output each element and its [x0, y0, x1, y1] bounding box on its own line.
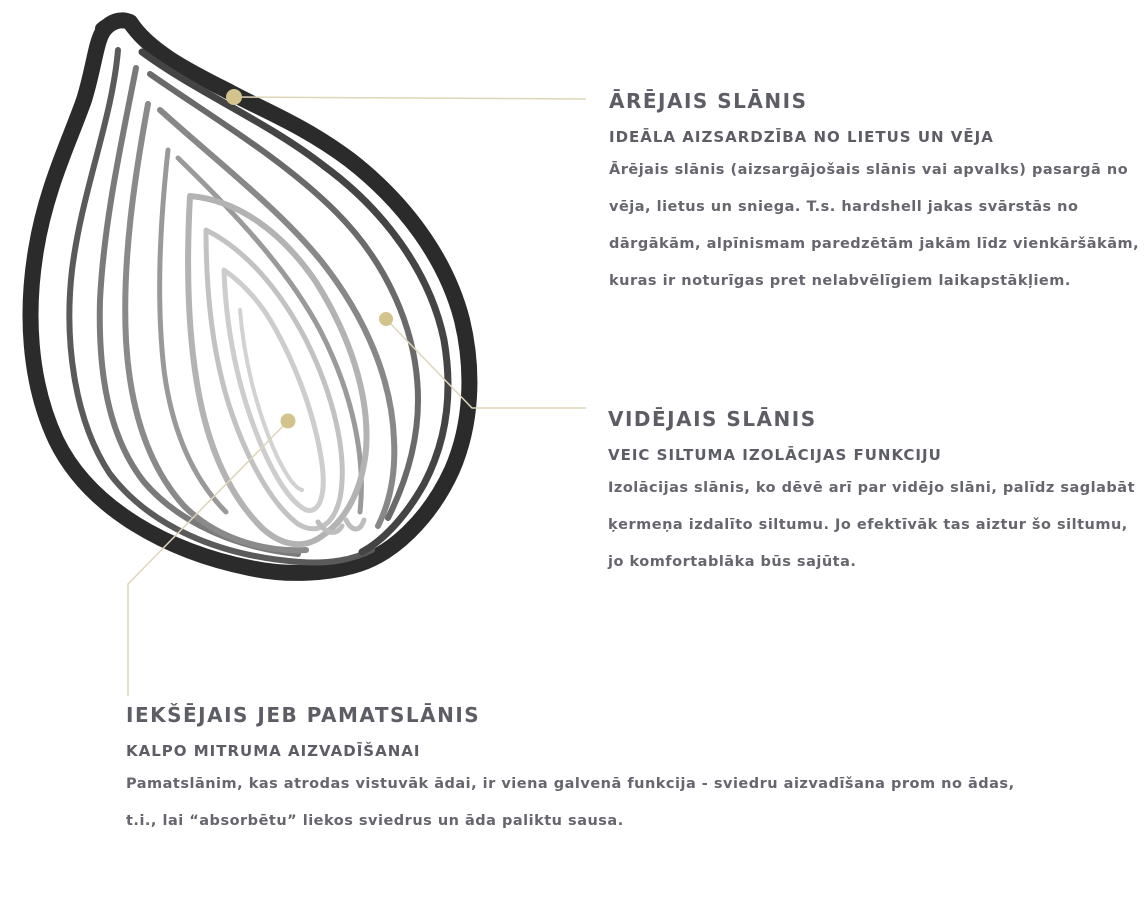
outer-layer-marker: [226, 89, 242, 105]
inner-layer-description: Pamatslānim, kas atrodas vistuvāk ādai, ir viena galvenā funkcija - sviedru aizvadīšana prom no ādas, t.i., lai “absorbētu” liekos sviedrus un āda paliktu sausa.: [126, 776, 1015, 829]
middle-layer-title: VIDĒJAIS SLĀNIS: [608, 407, 817, 431]
inner-layer-info: [126, 702, 1046, 840]
outer-layer-title: ĀRĒJAIS SLĀNIS: [609, 89, 808, 113]
middle-layer-marker: [379, 312, 393, 326]
middle-layer-description: Izolācijas slānis, ko dēvē arī par vidējo slāni, palīdz saglabāt ķermeņa izdalīto siltumu. Jo efektīvāk tas aiztur šo siltumu, jo komfortablāka būs sajūta.: [608, 480, 1136, 570]
inner-layer-marker: [281, 414, 296, 429]
outer-layer-description: Ārējais slānis (aizsargājošais slānis vai apvalks) pasargā no vēja, lietus un sniega. T.s. hardshell jakas svārstās no dārgākām, alpīnismam paredzētām jakām līdz vienkāršākām, kuras ir noturīgas pret nelabvēlīgiem laikapstākļiem.: [609, 162, 1140, 289]
outer-layer-subtitle: IDEĀLA AIZSARDZĪBA NO LIETUS UN VĒJA: [609, 128, 994, 146]
middle-layer-subtitle: VEIC SILTUMA IZOLĀCIJAS FUNKCIJU: [608, 446, 942, 464]
inner-layer-subtitle: KALPO MITRUMA AIZVADĪŠANAI: [126, 742, 421, 760]
outer-leader-line: [234, 97, 586, 99]
outer-layer-info: [609, 88, 1144, 300]
middle-layer-info: [608, 406, 1138, 581]
inner-layer-title: IEKŠĒJAIS JEB PAMATSLĀNIS: [126, 703, 481, 727]
